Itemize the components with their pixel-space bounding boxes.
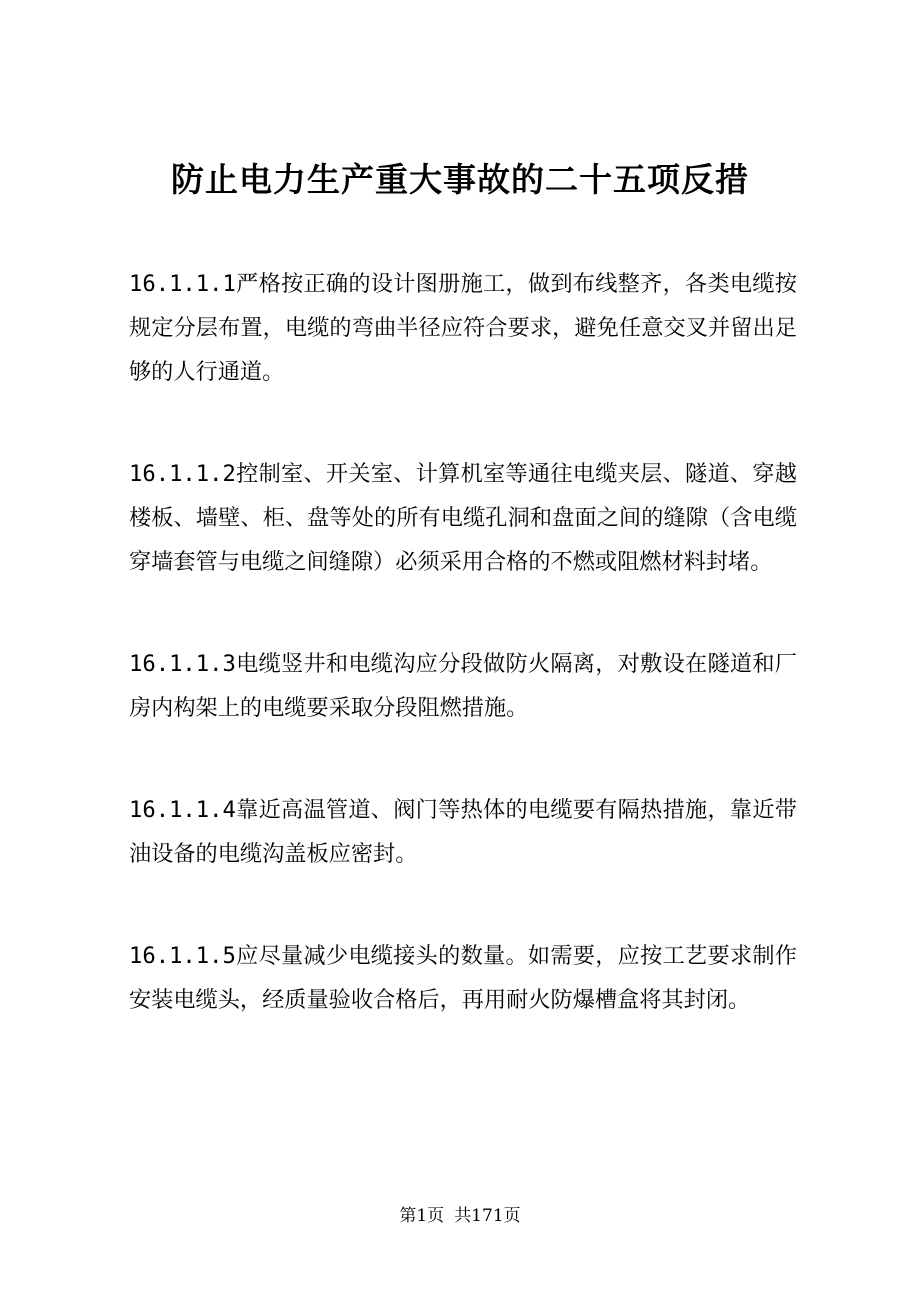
paragraph-16-1-1-3: 16.1.1.3电缆竖井和电缆沟应分段做防火隔离，对敷设在隧道和厂房内构架上的电缆要采取分段阻燃措施。 <box>129 651 797 721</box>
paragraph-16-1-1-1: 16.1.1.1严格按正确的设计图册施工，做到布线整齐，各类电缆按规定分层布置，电缆的弯曲半径应符合要求，避免任意交叉并留出足够的人行通道。 <box>129 271 797 385</box>
paragraph-16-1-1-4: 16.1.1.4靠近高温管道、阀门等热体的电缆要有隔热措施，靠近带油设备的电缆沟盖板应密封。 <box>129 797 797 867</box>
page-number: 第1页 <box>399 1206 445 1226</box>
page-total: 共171页 <box>454 1206 521 1226</box>
paragraph-16-1-1-5: 16.1.1.5应尽量减少电缆接头的数量。如需要，应按工艺要求制作安装电缆头，经质量验收合格后，再用耐火防爆槽盒将其封闭。 <box>129 943 797 1013</box>
document-title: 防止电力生产重大事故的二十五项反措 <box>171 160 749 199</box>
page-footer <box>0 1201 920 1226</box>
paragraph-16-1-1-2: 16.1.1.2控制室、开关室、计算机室等通往电缆夹层、隧道、穿越楼板、墙壁、柜、盘等处的所有电缆孔洞和盘面之间的缝隙（含电缆穿墙套管与电缆之间缝隙）必须采用合格的不燃或阻燃材料封堵。 <box>129 461 797 575</box>
document-body <box>129 262 797 1080</box>
